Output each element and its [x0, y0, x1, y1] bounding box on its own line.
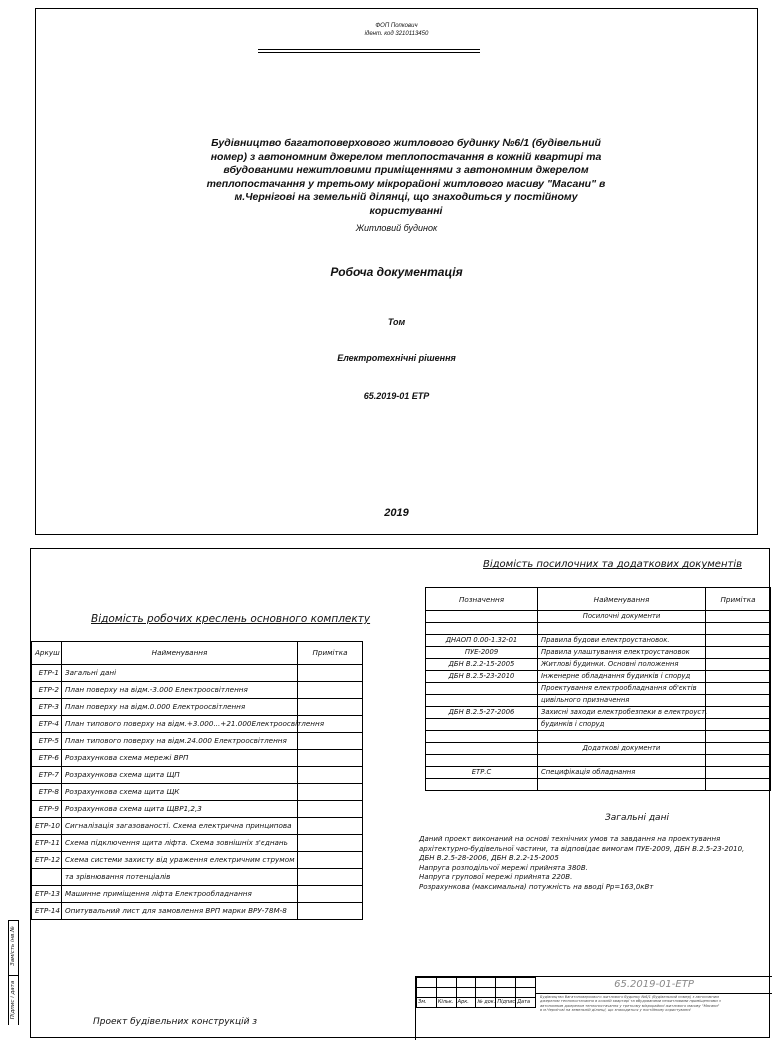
title-block — [415, 976, 772, 1040]
table-row: ЕТР-9 Розрахункова схема щита ЩВР1,2,3 — [32, 801, 363, 818]
note-line: Напруга групової мережі прийнята 220В. — [419, 873, 573, 881]
refs-additional-label: Додаткові документи — [538, 743, 706, 755]
table-row: ЕТР-11 Схема підключення щита ліфта. Схема зовнішніх з'єднань — [32, 835, 363, 852]
structures-list-title: Проект будівельних конструкцій з — [93, 1017, 258, 1027]
table-row: цивільного призначення — [426, 695, 771, 707]
table-row: ДБН В.2.5-23-2010 Інженерне обладнання будинків і споруд — [426, 671, 771, 683]
title-block-divider — [536, 993, 772, 994]
refs-header-note: Примітка — [706, 588, 771, 611]
table-row: ЕТР-2 План поверху на відм.-3.000 Електроосвітлення — [32, 682, 363, 699]
note-line: Даний проект виконаний на основі технічних умов та завдання на проектування — [419, 835, 721, 843]
note-line: Розрахункова (максимальна) потужність на вводі Рр=163,0кВт — [419, 882, 654, 891]
header-rule-2 — [258, 52, 480, 53]
title-block-description: Будівництво багатоповерхового житлового будинку №6/1 (будівельний номер) з автономним джерелом теплопостачання в кожній квартирі та вбудованими нежитловими приміщеннями з автономним джерелом теплопостачання у третьому мікрорайоні житлового масиву "Масани" в м.Чернігові на земельній ділянці, що знаходиться у постійному користуванні — [540, 995, 721, 1013]
table-row: ЕТР-12 Схема системи захисту від ураження електричним струмом — [32, 852, 363, 869]
general-data-sheet — [30, 548, 770, 1038]
project-code: 65.2019-01 ЕТР — [363, 391, 430, 401]
table-row: ЕТР-8 Розрахункова схема щита ЩК — [32, 784, 363, 801]
project-title: Будівництво багатоповерхового житлового будинку №6/1 (будівельний номер) з автономним джерелом теплопостачання в кожній квартирі та вбудованими нежитловими приміщеннями з автономним джерелом теплопостачання у третьому мікрорайоні житлового масиву "Масани" в м.Чернігові на земельній ділянці, що знаходиться у постійному користуванні — [206, 137, 606, 217]
section-title: Електротехнічні рішення — [337, 353, 456, 363]
table-row: ДБН В.2.5-27-2006 Захисні заходи електробезпеки в електроуст. — [426, 707, 771, 719]
table-row — [426, 755, 771, 767]
table-row: ЕТР-10 Сигналізація загазованості. Схема електрична принципова — [32, 818, 363, 835]
note-line: Напруга розподільчої мережі прийнята 380В. — [419, 863, 588, 872]
table-row: ЕТР-5 План типового поверху на відм.24.000 Електроосвітлення — [32, 733, 363, 750]
company-ident: ідент. код 3210113450 — [364, 31, 429, 37]
general-data-title: Загальні дані — [605, 813, 669, 823]
table-row: ЕТР-13 Машинне приміщення ліфта Електрообладнання — [32, 886, 363, 903]
table-row: ПУЕ-2009 Правила улаштування електроустановок — [426, 647, 771, 659]
general-data-notes — [419, 835, 744, 892]
table-row: ЕТР-6 Розрахункова схема мережі ВРП — [32, 750, 363, 767]
header-note: Примітка — [298, 642, 363, 665]
table-row: ЕТР-7 Розрахункова схема щита ЩП — [32, 767, 363, 784]
refs-table — [425, 587, 771, 791]
cover-year: 2019 — [384, 507, 409, 519]
table-row — [426, 731, 771, 743]
table-row: ДБН В.2.2-15-2005 Житлові будинки. Основні положення — [426, 659, 771, 671]
refs-header-name: Найменування — [538, 588, 706, 611]
title-block-labels: Зм. Кільк. Арк. № док. Підпис Дата — [417, 998, 536, 1008]
stamp-sign-label: Підпис і дата — [10, 980, 16, 1020]
drawings-header-row — [32, 642, 363, 665]
table-row — [426, 623, 771, 635]
title-block-grid — [416, 977, 536, 1008]
refs-header-code: Позначення — [426, 588, 538, 611]
table-row: Проектування електрообладнання об'єктів — [426, 683, 771, 695]
doc-type: Робоча документація — [330, 265, 463, 279]
note-line: архітектурно-будівельної частини, та відповідає вимогам ПУЕ-2009, ДБН В.2.5-23-2010, — [419, 844, 745, 853]
refs-section-row — [426, 611, 771, 623]
table-row: ЕТР.С Специфікація обладнання — [426, 767, 771, 779]
table-row: ЕТР-1 Загальні дані — [32, 665, 363, 682]
header-sheet: Аркуш — [32, 642, 62, 665]
stamp-replace-label: Замість інв.№ — [10, 926, 16, 966]
table-row: будинків і споруд — [426, 719, 771, 731]
drawings-list-title: Відомість робочих креслень основного комплекту — [91, 613, 371, 625]
company-name: ФОП Попкович — [375, 23, 418, 29]
side-stamp — [8, 920, 19, 1025]
note-line: ДБН В.2.5-28-2006, ДБН В.2.2-15-2005 — [419, 854, 559, 862]
refs-header-row — [426, 588, 771, 611]
volume-label: Том — [387, 317, 406, 327]
table-row: ЕТР-14 Опитувальний лист для замовлення ВРП марки ВРУ-78М-8 — [32, 903, 363, 920]
table-row: ЕТР-3 План поверху на відм.0.000 Електроосвітлення — [32, 699, 363, 716]
refs-list-title: Відомість посилочних та додаткових документів — [483, 559, 742, 570]
title-block-code: 65.2019-01-ЕТР — [614, 979, 694, 990]
header-rule-1 — [258, 49, 480, 50]
table-row — [426, 779, 771, 791]
header-name: Найменування — [62, 642, 298, 665]
table-row: та зрівнювання потенціалів — [32, 869, 363, 886]
cover-sheet — [35, 8, 758, 535]
table-row: ЕТР-4 План типового поверху на відм.+3.000...+21.000Електроосвітлення — [32, 716, 363, 733]
refs-section-row — [426, 743, 771, 755]
refs-section-label: Посилочні документи — [538, 611, 706, 623]
table-row: ДНАОП 0.00-1.32-01 Правила будови електроустановок. — [426, 635, 771, 647]
building-type: Житловий будинок — [355, 223, 438, 233]
drawings-table — [31, 641, 363, 920]
